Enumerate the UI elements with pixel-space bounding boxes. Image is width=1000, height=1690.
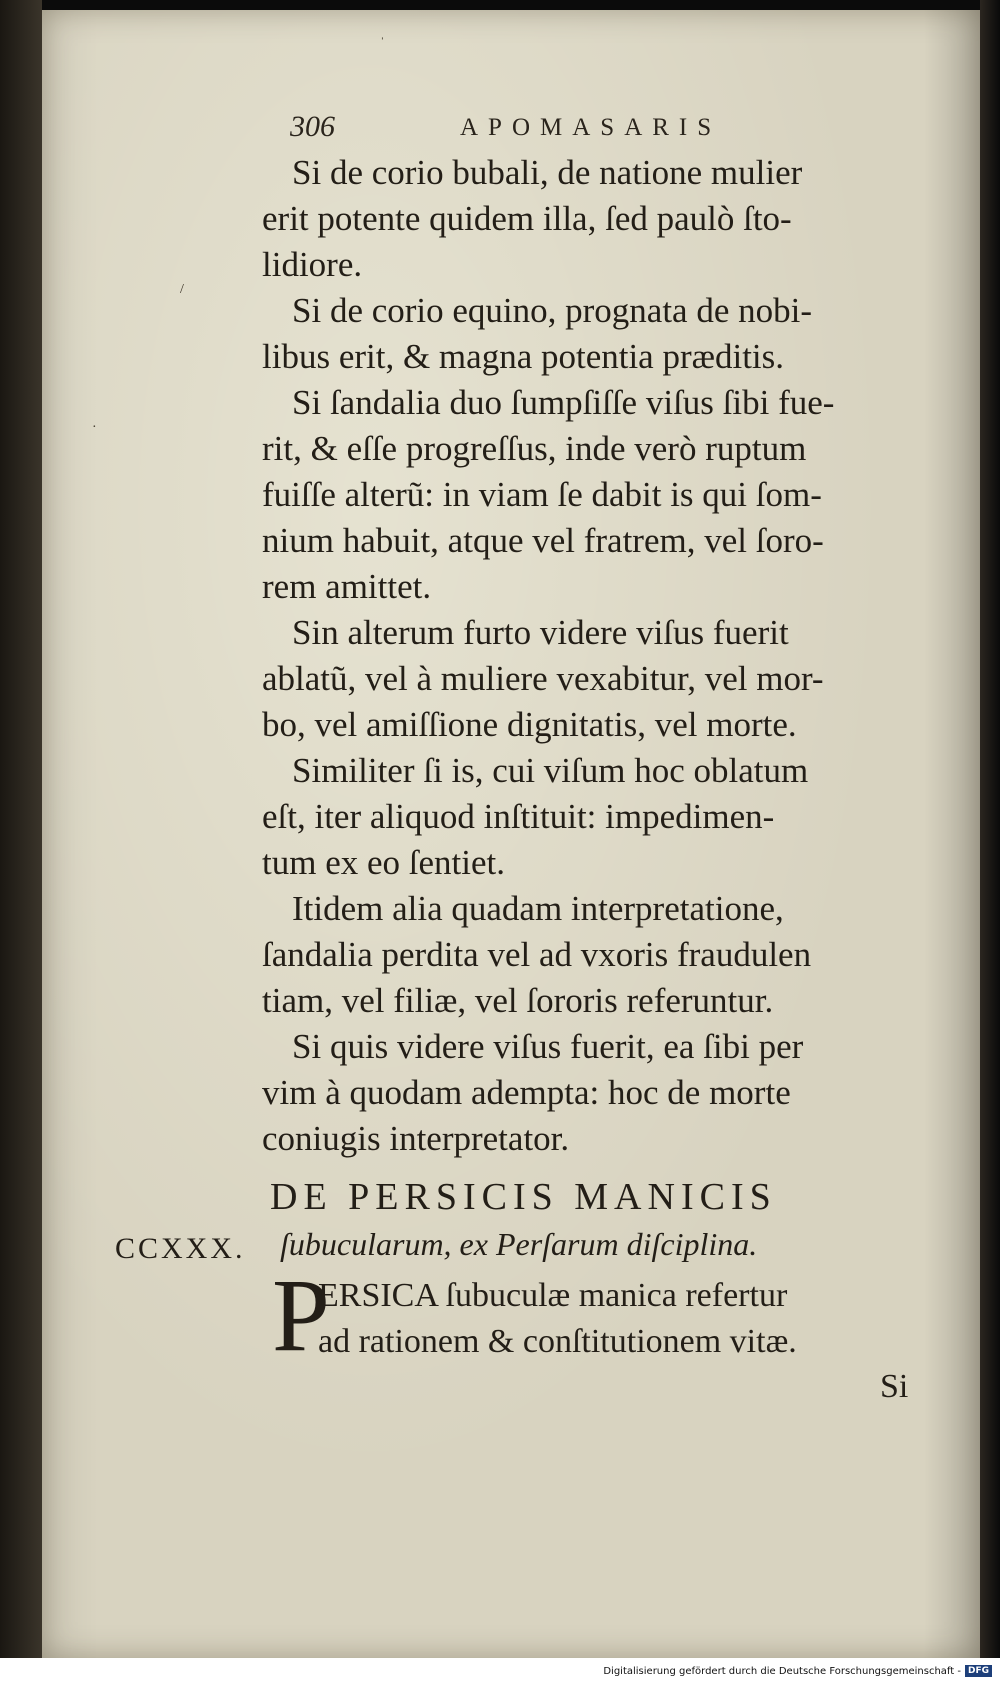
text-line: Sin alterum furto videre viſus fuerit — [292, 613, 789, 652]
text-line: eſt, iter aliquod inſtituit: impedimen- — [262, 797, 775, 836]
drop-cap: P — [272, 1258, 330, 1373]
text-line: bo, vel amiſſione dignitatis, vel morte. — [262, 705, 797, 744]
ink-speck: / — [180, 282, 184, 297]
book-gutter — [0, 0, 42, 1658]
text-line: ſandalia perdita vel ad vxoris fraudulen — [262, 935, 812, 974]
text-line: coniugis interpretator. — [262, 1119, 570, 1158]
text-line: vim à quodam adempta: hoc de morte — [262, 1073, 791, 1112]
text-line: Si ſandalia duo ſumpſiſſe viſus ſibi fue- — [292, 383, 835, 422]
running-title: APOMASARIS — [460, 114, 722, 141]
text-line: fuiſſe alterũ: in viam ſe dabit is qui ſom- — [262, 475, 822, 514]
digitization-credit — [603, 1665, 992, 1677]
text-line: ablatũ, vel à muliere vexabitur, vel mor- — [262, 659, 824, 698]
text-line: lidiore. — [262, 245, 363, 284]
running-header — [290, 110, 810, 150]
text-line: nium habuit, atque vel fratrem, vel ſoro- — [262, 521, 824, 560]
text-line: tiam, vel filiæ, vel ſororis referuntur. — [262, 981, 774, 1020]
text-line: tum ex eo ſentiet. — [262, 843, 505, 882]
text-line: ad rationem & conſtitutionem vitæ. — [318, 1323, 797, 1360]
section-subheading: ſubucularum, ex Perſarum diſciplina. — [280, 1226, 758, 1262]
text-line: Si de corio equino, prognata de nobi- — [292, 291, 813, 330]
ink-speck: · — [92, 420, 97, 435]
ink-speck: ˈ — [380, 36, 385, 51]
text-line: rit, & eſſe progreſſus, inde verò ruptum — [262, 429, 807, 468]
text-line: Si quis videre viſus fuerit, ea ſibi per — [292, 1027, 804, 1066]
text-line: rem amittet. — [262, 567, 432, 606]
text-line: ERSICA ſubuculæ manica refertur — [318, 1277, 788, 1314]
text-line: libus erit, & magna potentia præditis. — [262, 337, 785, 376]
section-paragraph — [318, 1272, 797, 1364]
dfg-logo: DFG — [965, 1665, 992, 1677]
text-line: Si de corio bubali, de natione mulier — [292, 153, 803, 192]
catchword: Si — [880, 1368, 909, 1405]
page-edge — [980, 0, 1000, 1658]
page-number: 306 — [290, 110, 335, 143]
section-heading: DE PERSICIS MANICIS — [270, 1176, 777, 1218]
text-line: Similiter ſi is, cui viſum hoc oblatum — [292, 751, 809, 790]
credit-text: Digitalisierung gefördert durch die Deutsche Forschungsgemeinschaft - — [603, 1665, 961, 1677]
text-line: erit potente quidem illa, ſed paulò ſto- — [262, 199, 792, 238]
body-text — [262, 150, 922, 1162]
text-line: Itidem alia quadam interpretatione, — [292, 889, 784, 928]
margin-chapter-number: CCXXX. — [115, 1232, 246, 1265]
